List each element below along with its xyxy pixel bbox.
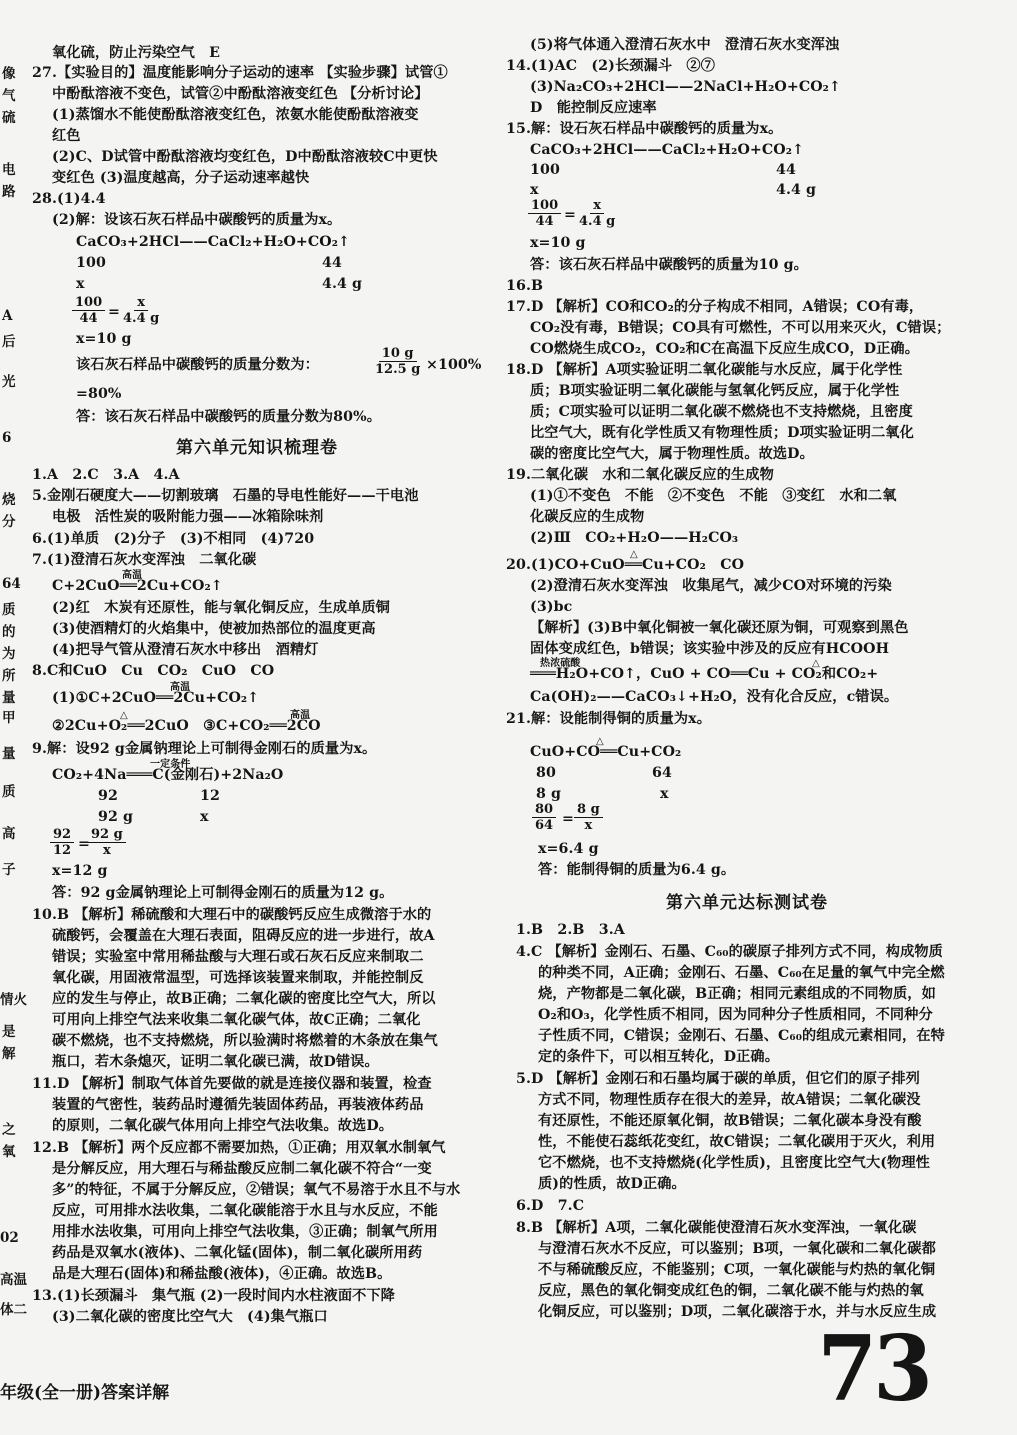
equation: (2)Ⅲ CO₂+H₂O——H₂CO₃	[530, 530, 739, 546]
answer-line: 答：92 g金属钠理论上可制得金刚石的质量为12 g。	[52, 885, 394, 901]
fraction-numerator: 80	[532, 802, 556, 818]
answer-line: 【解析】(3)B中氧化铜被一氧化碳还原为铜，可观察到黑色	[530, 620, 909, 636]
coef: 80	[536, 765, 556, 781]
answer-line: (5)将气体通入澄清石灰水中 澄清石灰水变浑浊	[530, 37, 840, 53]
answer-line: 可用向上排空气法来收集二氧化碳气体，故C正确；二氧化	[52, 1012, 421, 1028]
answer-line: 氧化碳，用固液常温型，可选择该装置来制取，并能控制反	[52, 970, 424, 986]
reaction-condition: △	[120, 710, 128, 721]
edge-text: 体二	[0, 1302, 27, 1318]
reaction-condition: △	[812, 658, 820, 669]
coef: 92 g	[98, 809, 134, 825]
edge-text: 之	[2, 1122, 16, 1138]
coef: 44	[776, 162, 796, 178]
fraction	[50, 827, 74, 858]
section-title: 第六单元达标测试卷	[666, 893, 828, 913]
answer-line: 有还原性，不能还原氧化铜，故B错误；二氧化碳本身没有酸	[538, 1113, 922, 1129]
answer-line: 碳的密度比空气大，属于物理性质。故选D。	[530, 446, 814, 462]
edge-text: 光	[2, 374, 16, 390]
answer-line: 的种类不同，A正确；金刚石、石墨、C₆₀在足量的氧气中完全燃	[538, 965, 945, 981]
answer-line: 与澄清石灰水不反应，可以鉴别；B项，一氧化碳和二氧化碳都	[538, 1241, 936, 1257]
equation: ═══H₂O+CO↑，CuO + CO══Cu + CO₂和CO₂+	[530, 666, 879, 682]
answer-line: x=10 g	[530, 235, 586, 251]
fraction	[528, 198, 561, 229]
answer-line: 答：该石灰石样品中碳酸钙的质量分数为80%。	[76, 409, 381, 425]
answer-line: D 能控制反应速率	[530, 100, 657, 116]
reaction-condition: 热浓硫酸	[540, 658, 581, 669]
edge-text: 像	[2, 66, 16, 82]
section-title: 第六单元知识梳理卷	[176, 438, 338, 458]
answer-line: =80%	[76, 386, 122, 402]
fraction-denominator: x	[102, 843, 111, 858]
answer-line: 16.B	[506, 278, 544, 294]
fraction-denominator: 44	[535, 214, 554, 229]
fraction	[574, 802, 603, 833]
answer-line: 的原则，二氧化碳气体用向上排空气法收集。故选D。	[52, 1118, 394, 1134]
fraction-denominator: x	[584, 818, 593, 833]
fraction-numerator: 10 g	[379, 346, 417, 362]
answer-line: 碳不燃烧，也不支持燃烧，所以验满时将燃着的木条放在集气	[52, 1033, 438, 1049]
edge-text: 是	[2, 1024, 16, 1040]
edge-text: 烧	[2, 492, 16, 508]
reaction-condition: △	[596, 736, 604, 747]
answer-line: 化铜反应，可以鉴别；D项，二氧化碳溶于水，并与水反应生成	[538, 1304, 937, 1320]
fraction	[576, 198, 618, 229]
equation: CaCO₃+2HCl——CaCl₂+H₂O+CO₂↑	[76, 234, 351, 250]
fraction-denominator: 4.4 g	[123, 311, 160, 326]
coef: 100	[530, 162, 560, 178]
answer-line: 化碳反应的生成物	[530, 509, 645, 525]
edge-text: 路	[2, 184, 16, 200]
edge-text: 6	[2, 430, 12, 446]
page-number: 73	[817, 1315, 929, 1422]
answer-line: 10.B 【解析】稀硫酸和大理石中的碳酸钙反应生成微溶于水的	[32, 907, 432, 923]
answer-line: 定的条件下，可以相互转化，D正确。	[538, 1049, 780, 1065]
answer-line: 反应，可用排水法收集，二氧化碳能溶于水且与水反应，不能	[52, 1203, 438, 1219]
answer-line: 8.B 【解析】A项，二氧化碳能使澄清石灰水变浑浊，一氧化碳	[516, 1220, 917, 1236]
fraction	[372, 346, 423, 377]
equation: ②2Cu+O₂══2CuO ③C+CO₂══2CO	[52, 718, 321, 734]
answer-line: 变红色 (3)温度越高，分子运动速率越快	[52, 170, 310, 186]
coef: x	[76, 276, 85, 292]
answer-line: 该石灰石样品中碳酸钙的质量分数为：	[76, 357, 319, 373]
answer-line: 答：能制得铜的质量为6.4 g。	[538, 862, 736, 878]
answer-line: 13.(1)长颈漏斗 集气瓶 (2)一段时间内水柱液面不下降	[32, 1288, 395, 1304]
fraction	[532, 802, 556, 833]
answer-line: 质)的性质，故D正确。	[538, 1176, 686, 1192]
edge-text: A	[2, 308, 13, 324]
answer-line: 质；C项实验可以证明二氧化碳不燃烧也不支持燃烧，且密度	[530, 404, 913, 420]
answer-line: 错误；实验室中常用稀盐酸与大理石或石灰石反应来制取二	[52, 949, 424, 965]
answer-line: x=12 g	[52, 863, 108, 879]
answer-line: (1)蒸馏水不能使酚酞溶液变红色，浓氨水能使酚酞溶液变	[52, 107, 419, 123]
equation: (3)Na₂CO₃+2HCl——2NaCl+H₂O+CO₂↑	[530, 79, 841, 95]
coef: 44	[322, 255, 342, 271]
answer-line: (1)①不变色 不能 ②不变色 不能 ③变红 水和二氧	[530, 488, 897, 504]
coef: 4.4 g	[322, 276, 363, 292]
answer-line: 6.(1)单质 (2)分子 (3)不相同 (4)720	[32, 531, 315, 547]
answer-line: 烧，产物都是二氧化碳，B正确；相同元素组成的不同物质，如	[538, 986, 936, 1002]
answer-line: CO₂没有毒，B错误；CO具有可燃性，不可以用来灭火，C错误；	[530, 320, 951, 336]
edge-text: 质	[2, 602, 16, 618]
answer-line: 5.D 【解析】金刚石和石墨均属于碳的单质，但它们的原子排列	[516, 1071, 920, 1087]
answer-line: 12.B 【解析】两个反应都不需要加热，①正确；用双氧水制氧气	[32, 1140, 446, 1156]
answer-line: 电极 活性炭的吸附能力强——冰箱除味剂	[52, 509, 324, 525]
edge-text: 气	[2, 88, 16, 104]
coef: 92	[98, 788, 118, 804]
answer-line: 方式不同，物理性质存在很大的差异，故A错误；二氧化碳没	[538, 1092, 921, 1108]
answer-line: 7.(1)澄清石灰水变浑浊 二氧化碳	[32, 552, 257, 568]
reaction-condition: 高温	[122, 570, 143, 581]
answer-line: 5.金刚石硬度大——切割玻璃 石墨的导电性能好——干电池	[32, 488, 419, 504]
edge-text: 量	[2, 690, 16, 706]
footer-title: 年级(全一册)答案详解	[0, 1383, 170, 1403]
answer-line: 装置的气密性，装药品时遵循先装固体药品，再装液体药品	[52, 1097, 424, 1113]
answer-line: O₂和O₃，化学性质不相同，因为同种分子性质相同，不同种分	[538, 1007, 933, 1023]
answer-line: 品是大理石(固体)和稀盐酸(液体)，④正确。故选B。	[52, 1266, 392, 1282]
answer-line: x=10 g	[76, 331, 132, 347]
equals-sign: =	[564, 207, 576, 223]
answer-line: (2)解：设该石灰石样品中碳酸钙的质量为x。	[52, 212, 342, 228]
answer-line: 固体变成红色，b错误；该实验中涉及的反应有HCOOH	[530, 641, 890, 657]
answer-line: (2)红 木炭有还原性，能与氧化铜反应，生成单质铜	[52, 600, 390, 616]
fraction-numerator: 100	[528, 198, 561, 214]
fraction-denominator: 44	[79, 311, 98, 326]
equals-sign: =	[78, 836, 90, 852]
coef: 64	[652, 765, 672, 781]
answer-line: (3)使酒精灯的火焰集中，使被加热部位的温度更高	[52, 621, 376, 637]
answer-line: (2)澄清石灰水变浑浊 收集尾气，减少CO对环境的污染	[530, 578, 892, 594]
answer-line: 15.解：设石灰石样品中碳酸钙的质量为x。	[506, 121, 783, 137]
fraction-denominator: 64	[535, 818, 554, 833]
edge-text: 氧	[2, 1144, 16, 1160]
answer-line: 答：该石灰石样品中碳酸钙的质量为10 g。	[530, 257, 808, 273]
edge-text: 质	[2, 784, 16, 800]
edge-text: 情火	[0, 992, 27, 1008]
coef: 100	[76, 255, 106, 271]
equation: Ca(OH)₂——CaCO₃↓+H₂O，没有化合反应，c错误。	[530, 689, 899, 705]
answer-line: 它不燃烧，也不支持燃烧(化学性质)，且密度比空气大(物理性	[538, 1155, 930, 1171]
edge-text: 为	[2, 646, 16, 662]
coef: 4.4 g	[776, 182, 817, 198]
answer-line: (3)bc	[530, 599, 573, 615]
answer-line: 19.二氧化碳 水和二氧化碳反应的生成物	[506, 467, 774, 483]
answer-line: 17.D 【解析】CO和CO₂的分子构成不相同，A错误；CO有毒，	[506, 299, 924, 315]
edge-text: 64	[2, 576, 21, 592]
fraction-numerator: x	[134, 295, 148, 311]
answer-line: CO燃烧生成CO₂，CO₂和C在高温下反应生成CO，D正确。	[530, 341, 920, 357]
answer-line: (3)二氧化碳的密度比空气大 (4)集气瓶口	[52, 1309, 328, 1325]
reaction-condition: 一定条件	[150, 759, 191, 770]
edge-text: 解	[2, 1046, 16, 1062]
edge-text: 量	[2, 746, 16, 762]
fraction	[72, 295, 105, 326]
answer-line: 氧化硫，防止污染空气 E	[52, 45, 221, 61]
answer-line: 28.(1)4.4	[32, 191, 106, 207]
coef: x	[200, 809, 209, 825]
fraction-denominator: 4.4 g	[579, 214, 616, 229]
fraction-numerator: 100	[72, 295, 105, 311]
answer-line: 4.C 【解析】金刚石、石墨、C₆₀的碳原子排列方式不同，构成物质	[516, 944, 943, 960]
fraction-numerator: 92	[50, 827, 74, 843]
equals-sign: =	[562, 811, 574, 827]
answer-line: 21.解：设能制得铜的质量为x。	[506, 711, 711, 727]
equals-sign: =	[108, 304, 120, 320]
coef: x	[530, 182, 539, 198]
fraction-numerator: x	[590, 198, 604, 214]
answer-line: 1.B 2.B 3.A	[516, 922, 625, 938]
answer-line: 药品是双氧水(液体)、二氧化锰(固体)，制二氧化碳所用药	[52, 1245, 423, 1261]
equation: C+2CuO══2Cu+CO₂↑	[52, 578, 223, 594]
answer-line: 8.C和CuO Cu CO₂ CuO CO	[32, 663, 275, 679]
answer-line: 1.A 2.C 3.A 4.A	[32, 467, 180, 483]
answer-line: 子性质不同，C错误；金刚石、石墨、C₆₀的组成元素相同，在特	[538, 1028, 945, 1044]
edge-text: 硫	[2, 110, 16, 126]
fraction	[120, 295, 162, 326]
answer-line: 质；B项实验证明二氧化碳能与氢氧化钙反应，属于化学性	[530, 383, 900, 399]
answer-line: 9.解：设92 g金属钠理论上可制得金刚石的质量为x。	[32, 741, 377, 757]
answer-line: 中酚酞溶液不变色，试管②中酚酞溶液变红色 【分析讨论】	[52, 86, 429, 102]
answer-line: 应的发生与停止，故B正确；二氧化碳的密度比空气大，所以	[52, 991, 436, 1007]
reaction-condition: 高温	[170, 682, 191, 693]
answer-line: 6.D 7.C	[516, 1198, 585, 1214]
edge-text: 后	[2, 334, 16, 350]
answer-line: 多”的特征，不属于分解反应，②错误；氧气不易溶于水且不与水	[52, 1182, 461, 1198]
edge-text: 电	[2, 162, 16, 178]
answer-line: 红色	[52, 128, 81, 144]
answer-line: (2)C、D试管中酚酞溶液均变红色，D中酚酞溶液较C中更快	[52, 149, 438, 165]
coef: 8 g	[536, 786, 562, 802]
edge-text: 02	[0, 1230, 19, 1246]
answer-line: 比空气大，既有化学性质又有物理性质；D项实验证明二氧化	[530, 425, 914, 441]
coef: x	[660, 786, 669, 802]
answer-line: 瓶口，若木条熄灭，证明二氧化碳已满，故D错误。	[52, 1054, 379, 1070]
equation: CaCO₃+2HCl——CaCl₂+H₂O+CO₂↑	[530, 142, 805, 158]
answer-line: ×100%	[426, 357, 482, 373]
edge-text: 高	[2, 826, 16, 842]
answer-line: 27.【实验目的】温度能影响分子运动的速率 【实验步骤】试管①	[32, 65, 448, 81]
edge-text: 的	[2, 624, 16, 640]
reaction-condition: △	[630, 549, 638, 560]
edge-text: 分	[2, 514, 16, 530]
answer-line: 11.D 【解析】制取气体首先要做的就是连接仪器和装置，检查	[32, 1076, 432, 1092]
fraction-denominator: 12.5 g	[375, 362, 421, 377]
fraction-denominator: 12	[53, 843, 72, 858]
answer-line: x=6.4 g	[538, 841, 599, 857]
answer-line: 性，不能使石蕊纸花变红，故C错误；二氧化碳用于灭火，利用	[538, 1134, 936, 1150]
edge-text: 高温	[0, 1272, 27, 1288]
fraction	[88, 827, 126, 858]
edge-text: 甲	[2, 710, 16, 726]
equation: CuO+CO══Cu+CO₂	[530, 744, 682, 760]
fraction-numerator: 92 g	[88, 827, 126, 843]
coef: 12	[200, 788, 220, 804]
edge-text: 子	[2, 862, 16, 878]
answer-line: 是分解反应，用大理石与稀盐酸反应制二氧化碳不符合“一变	[52, 1161, 432, 1177]
answer-line: (4)把导气管从澄清石灰水中移出 酒精灯	[52, 642, 319, 658]
equation: 20.(1)CO+CuO══Cu+CO₂ CO	[506, 557, 745, 573]
fraction-numerator: 8 g	[574, 802, 603, 818]
answer-line: 用排水法收集，可用向上排空气法收集，③正确；制氧气所用	[52, 1224, 438, 1240]
equation: (1)①C+2CuO══2Cu+CO₂↑	[52, 690, 260, 706]
answer-line: 14.(1)AC (2)长颈漏斗 ②⑦	[506, 58, 715, 74]
answer-line: 不与稀硫酸反应，不能鉴别；C项，一氧化碳能与灼热的氧化铜	[538, 1262, 936, 1278]
answer-line: 反应，黑色的氧化铜变成红色的铜，二氧化碳不能与灼热的氧	[538, 1283, 924, 1299]
equation: CO₂+4Na═══C(金刚石)+2Na₂O	[52, 767, 284, 783]
reaction-condition: 高温	[290, 710, 311, 721]
answer-line: 硫酸钙，会覆盖在大理石表面，阻碍反应的进一步进行，故A	[52, 928, 435, 944]
answer-line: 18.D 【解析】A项实验证明二氧化碳能与水反应，属于化学性	[506, 362, 903, 378]
edge-text: 所	[2, 668, 16, 684]
